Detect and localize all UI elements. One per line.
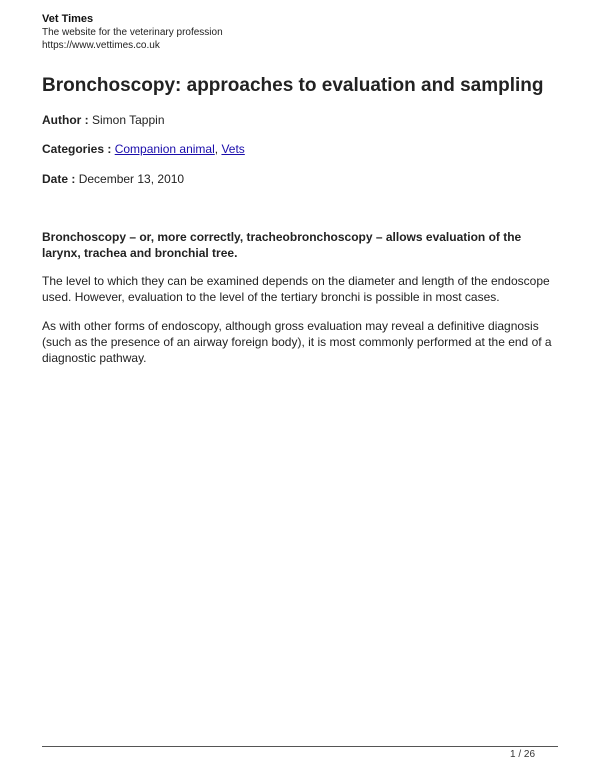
date-line (42, 172, 184, 186)
site-header (42, 13, 223, 52)
categories-line (42, 142, 245, 156)
author-label: Author : (42, 113, 89, 127)
author-name: Simon Tappin (92, 113, 165, 127)
footer-divider (42, 746, 558, 747)
date-value: December 13, 2010 (78, 172, 185, 186)
categories-label: Categories : (42, 142, 112, 156)
category-link-vets[interactable]: Vets (221, 142, 245, 156)
site-tagline: The website for the veterinary profession (42, 27, 223, 38)
category-separator: , (214, 142, 219, 156)
page-indicator: 1 / 26 (510, 749, 536, 760)
category-link-companion-animal[interactable]: Companion animal (114, 142, 215, 156)
body-paragraph: The level to which they can be examined depends on the diameter and length of the endoscope used. However, evaluation to the level of the tertiary bronchi is possible in most cases. (42, 274, 550, 304)
lead-paragraph: Bronchoscopy – or, more correctly, tracheobronchoscopy – allows evaluation of the larynx, trachea and bronchial tree. (42, 230, 522, 260)
site-url: https://www.vettimes.co.uk (42, 40, 160, 51)
article-title: Bronchoscopy: approaches to evaluation and sampling (42, 75, 544, 96)
author-line (42, 113, 165, 127)
body-paragraph: As with other forms of endoscopy, although gross evaluation may reveal a definitive diagnosis (such as the presence of an airway foreign body), it is most commonly performed at the end of a diagnostic pathway. (42, 319, 552, 365)
site-name: Vet Times (42, 13, 94, 25)
date-label: Date : (42, 172, 76, 186)
